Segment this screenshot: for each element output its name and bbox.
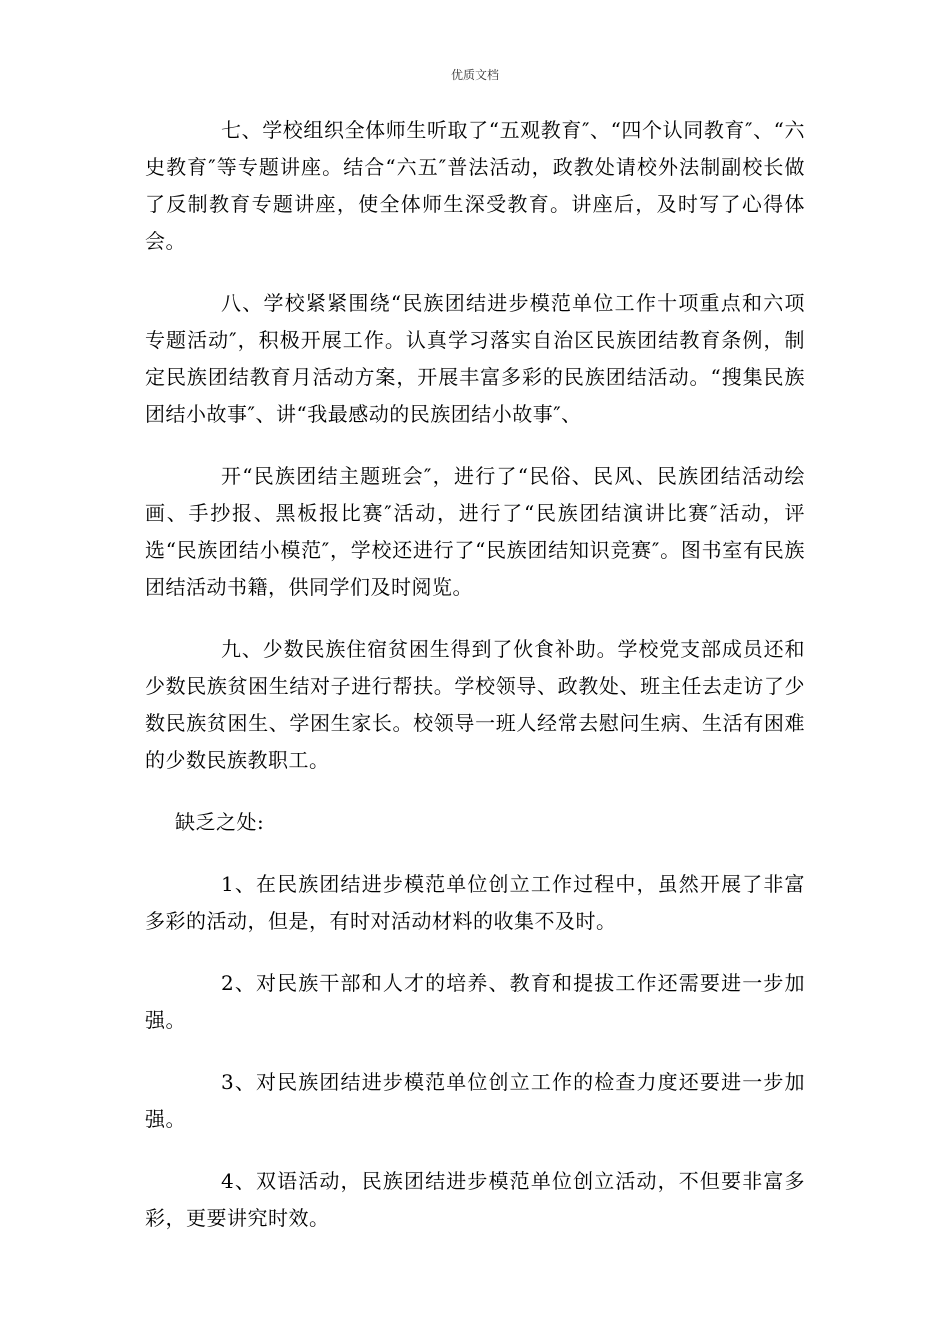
shortcomings-heading: 缺乏之处:	[175, 810, 265, 834]
shortcoming-item-1: 1、在民族团结进步模范单位创立工作过程中，虽然开展了非富多彩的活动，但是，有时对活动材料的收集不及时。	[145, 872, 805, 933]
page-header: 优质文档	[450, 68, 499, 82]
document-body	[145, 112, 805, 1262]
shortcoming-item-2: 2、对民族干部和人才的培养、教育和提拔工作还需要进一步加强。	[145, 971, 805, 1032]
paragraph-eight: 八、学校紧紧围绕“民族团结进步模范单位工作十项重点和六项专题活动″，积极开展工作。认真学习落实自治区民族团结教育条例，制定民族团结教育月活动方案，开展丰富多彩的民族团结活动。“搜集民族团结小故事″、讲“我最感动的民族团结小故事″、	[145, 291, 805, 426]
shortcoming-item-3: 3、对民族团结进步模范单位创立工作的检查力度还要进一步加强。	[145, 1070, 805, 1131]
paragraph-nine: 九、少数民族住宿贫困生得到了伙食补助。学校党支部成员还和少数民族贫困生结对子进行帮扶。学校领导、政教处、班主任去走访了少数民族贫困生、学困生家长。校领导一班人经常去慰问生病、生活有困难的少数民族教职工。	[145, 637, 805, 772]
shortcoming-item-4: 4、双语活动，民族团结进步模范单位创立活动，不但要非富多彩，更要讲究时效。	[145, 1169, 805, 1230]
paragraph-seven: 七、学校组织全体师生听取了“五观教育″、“四个认同教育″、“六史教育″等专题讲座。结合“六五″普法活动，政教处请校外法制副校长做了反制教育专题讲座，使全体师生深受教育。讲座后，及时写了心得体会。	[145, 118, 805, 253]
paragraph-eight-continued: 开“民族团结主题班会″，进行了“民俗、民风、民族团结活动绘画、手抄报、黑板报比赛″活动，进行了“民族团结演讲比赛″活动，评选“民族团结小模范″，学校还进行了“民族团结知识竞赛″。图书室有民族团结活动书籍，供同学们及时阅览。	[145, 464, 805, 599]
